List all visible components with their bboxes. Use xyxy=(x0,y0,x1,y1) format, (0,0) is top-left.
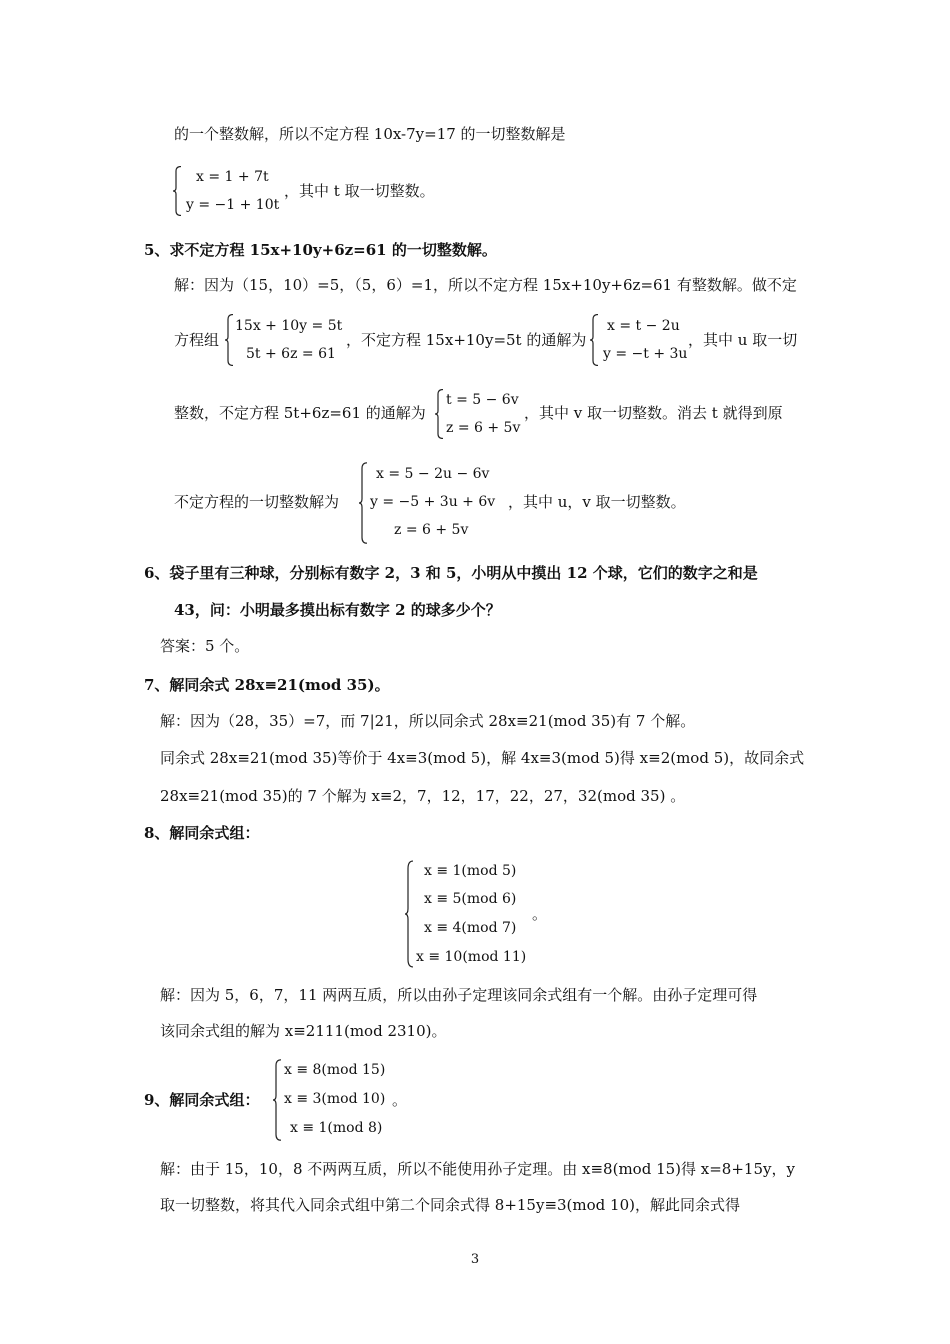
equation-system xyxy=(358,462,508,544)
equation-row: x ≡ 8(mod 15) xyxy=(284,1062,386,1078)
answer-line: 答案：5 个。 xyxy=(160,637,250,655)
equation-system xyxy=(404,860,534,968)
equation-row: x = 1 + 7t xyxy=(196,169,269,185)
text-line: 解：由于 15，10，8 不两两互质，所以不能使用孙子定理。由 x≡8(mod 15)得 x=8+15y，y xyxy=(160,1160,795,1178)
brace-icon xyxy=(272,1059,282,1141)
text-line: 解：因为（28，35）=7，而 7|21，所以同余式 28x≡21(mod 35)有 7 个解。 xyxy=(160,712,696,730)
equation-row: 5t + 6z = 61 xyxy=(246,346,336,362)
text-line: 取一切整数，将其代入同余式组中第二个同余式得 8+15y≡3(mod 10)，解此同余式得 xyxy=(160,1196,740,1214)
equation-row: x ≡ 10(mod 11) xyxy=(416,949,527,965)
text-line: ，其中 u 取一切 xyxy=(688,331,798,349)
problem-title: 43，问：小明最多摸出标有数字 2 的球多少个？ xyxy=(174,601,501,619)
text-line: 的一个整数解，所以不定方程 10x-7y=17 的一切整数解是 xyxy=(174,125,566,143)
brace-icon xyxy=(172,166,182,216)
equation-system xyxy=(224,314,349,366)
equation-row: x ≡ 5(mod 6) xyxy=(424,891,517,907)
text-line: 该同余式组的解为 x≡2111(mod 2310)。 xyxy=(160,1022,447,1040)
text-line: ，其中 v 取一切整数。消去 t 就得到原 xyxy=(524,404,783,422)
equation-row: 15x + 10y = 5t xyxy=(235,318,343,334)
equation-row: x ≡ 1(mod 8) xyxy=(290,1120,383,1136)
equation-row: x ≡ 4(mod 7) xyxy=(424,920,517,936)
text-line: ，不定方程 15x+10y=5t 的通解为 xyxy=(346,331,587,349)
text-line: 。 xyxy=(532,905,548,923)
problem-title: 6、袋子里有三种球，分别标有数字 2，3 和 5，小明从中摸出 12 个球，它们的数字之和是 xyxy=(144,564,758,582)
equation-system xyxy=(434,389,524,439)
equation-row: y = −t + 3u xyxy=(603,346,688,362)
brace-icon xyxy=(224,314,234,366)
problem-title: 7、解同余式 28x≡21(mod 35)。 xyxy=(144,676,390,694)
text-line: 同余式 28x≡21(mod 35)等价于 4x≡3(mod 5)，解 4x≡3(mod 5)得 x≡2(mod 5)，故同余式 xyxy=(160,749,805,767)
problem-title: 9、解同余式组： xyxy=(144,1091,260,1109)
brace-icon xyxy=(434,389,444,439)
problem-title: 5、求不定方程 15x+10y+6z=61 的一切整数解。 xyxy=(144,241,497,259)
equation-system xyxy=(272,1059,394,1141)
problem-title: 8、解同余式组： xyxy=(144,824,260,842)
page-number: 3 xyxy=(470,1252,480,1267)
equation-row: x ≡ 1(mod 5) xyxy=(424,863,517,879)
equation-row: y = −1 + 10t xyxy=(186,197,280,213)
text-line: 方程组 xyxy=(174,331,220,349)
text-line: 不定方程的一切整数解为 xyxy=(174,493,340,511)
text-line: ，其中 t 取一切整数。 xyxy=(284,182,435,200)
equation-row: z = 6 + 5v xyxy=(446,420,521,436)
text-line: 。 xyxy=(392,1091,408,1109)
text-line: 解：因为（15，10）=5，（5，6）=1，所以不定方程 15x+10y+6z=61 有整数解。做不定 xyxy=(174,276,797,294)
brace-icon xyxy=(358,462,368,544)
equation-row: x ≡ 3(mod 10) xyxy=(284,1091,386,1107)
equation-row: t = 5 − 6v xyxy=(446,392,519,408)
equation-row: x = t − 2u xyxy=(607,318,680,334)
equation-system xyxy=(589,314,689,366)
equation-row: y = −5 + 3u + 6v xyxy=(370,494,496,510)
text-line: 解：因为 5，6，7，11 两两互质，所以由孙子定理该同余式组有一个解。由孙子定理可得 xyxy=(160,986,758,1004)
equation-row: z = 6 + 5v xyxy=(394,522,469,538)
text-line: 整数，不定方程 5t+6z=61 的通解为 xyxy=(174,404,426,422)
brace-icon xyxy=(404,860,414,968)
brace-icon xyxy=(589,314,599,366)
equation-system xyxy=(172,166,282,216)
text-line: ，其中 u，v 取一切整数。 xyxy=(508,493,686,511)
equation-row: x = 5 − 2u − 6v xyxy=(376,466,490,482)
text-line: 28x≡21(mod 35)的 7 个解为 x≡2，7，12，17，22，27，32(mod 35) 。 xyxy=(160,787,686,805)
